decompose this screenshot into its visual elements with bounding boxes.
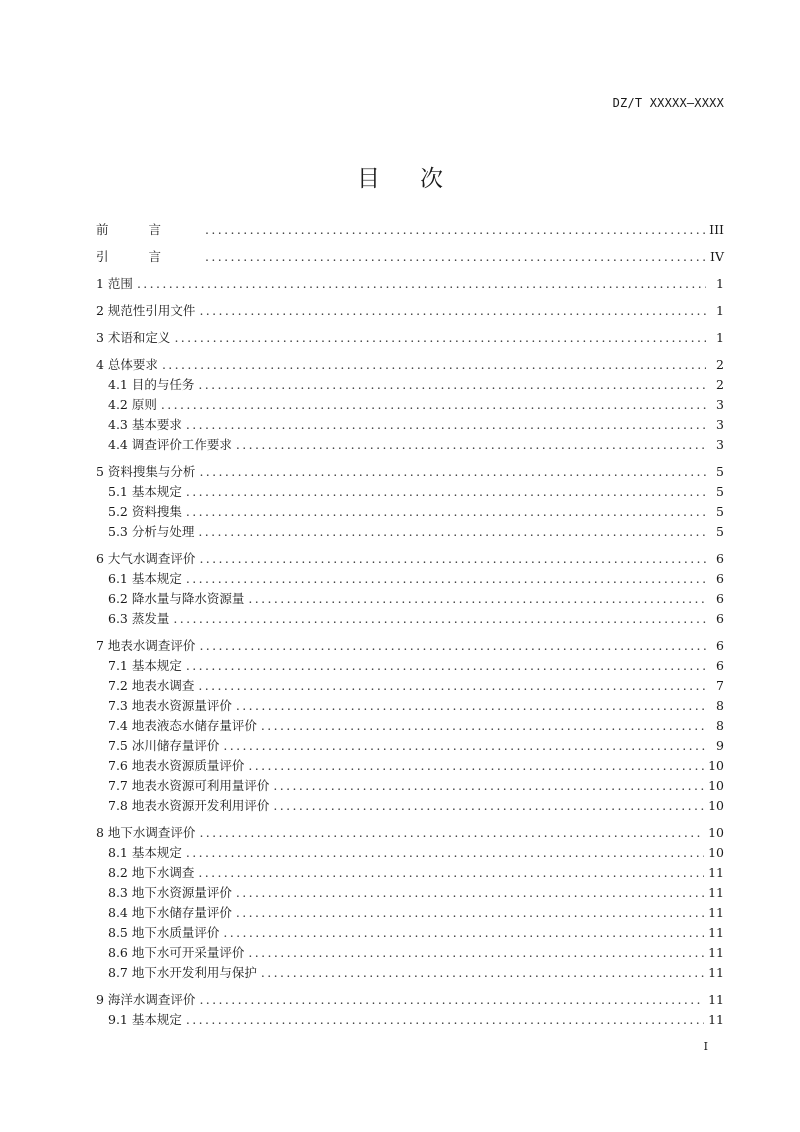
toc-dot-leader (223, 736, 706, 756)
toc-entry[interactable] (96, 274, 724, 294)
toc-dot-leader (174, 328, 706, 348)
toc-entry[interactable] (96, 395, 724, 415)
toc-entry[interactable] (96, 843, 724, 863)
toc-entry[interactable] (96, 990, 724, 1010)
toc-dot-leader (205, 247, 706, 267)
toc-entry[interactable] (96, 736, 724, 756)
toc-dot-leader (199, 549, 706, 569)
toc-entry[interactable] (96, 522, 724, 542)
toc-entry-label: 7.2 地表水调查 (108, 678, 195, 693)
toc-entry[interactable] (96, 609, 724, 629)
toc-entry-label: 8.3 地下水资源量评价 (108, 885, 232, 900)
toc-dot-leader (261, 963, 704, 983)
toc-entry-label: 3 术语和定义 (96, 330, 171, 345)
toc-entry-page: 2 (716, 377, 724, 392)
toc-dot-leader (162, 355, 706, 375)
toc-entry-label: 7.7 地表水资源可利用量评价 (108, 778, 270, 793)
toc-entry-page: 3 (716, 397, 724, 412)
toc-dot-leader (186, 1010, 704, 1030)
toc-dot-leader (186, 569, 706, 589)
toc-entry-label: 5.3 分析与处理 (108, 524, 195, 539)
toc-entry-label: 7.1 基本规定 (108, 658, 182, 673)
toc-entry-page: 7 (716, 678, 724, 693)
toc-dot-leader (273, 796, 704, 816)
toc-entry-page: 3 (716, 437, 724, 452)
toc-dot-leader (161, 395, 706, 415)
toc-entry-label: 7.5 冰川储存量评价 (108, 738, 220, 753)
toc-entry[interactable] (96, 963, 724, 983)
toc-entry-label: 8.1 基本规定 (108, 845, 182, 860)
toc-entry[interactable] (96, 502, 724, 522)
toc-dot-leader (236, 435, 706, 455)
toc-dot-leader (261, 716, 706, 736)
toc-dot-leader (236, 903, 704, 923)
toc-entry-page: 6 (716, 571, 724, 586)
toc-entry-page: 10 (708, 758, 724, 773)
toc-entry-label: 9.1 基本规定 (108, 1012, 182, 1027)
toc-dot-leader (173, 609, 706, 629)
toc-entry-label: 8 地下水调查评价 (96, 825, 196, 840)
toc-entry-label: 4.4 调查评价工作要求 (108, 437, 232, 452)
toc-entry-label: 7.8 地表水资源开发利用评价 (108, 798, 270, 813)
toc-entry-label: 5 资料搜集与分析 (96, 464, 196, 479)
toc-entry-label: 7.4 地表液态水储存量评价 (108, 718, 257, 733)
toc-entry-label: 4.1 目的与任务 (108, 377, 195, 392)
toc-entry[interactable] (96, 220, 724, 240)
toc-entry-page: 6 (716, 638, 724, 653)
toc-entry-page: 8 (716, 698, 724, 713)
toc-dot-leader (186, 843, 704, 863)
toc-entry-label: 8.6 地下水可开采量评价 (108, 945, 245, 960)
toc-entry[interactable] (96, 776, 724, 796)
toc-dot-leader (199, 823, 704, 843)
toc-dot-leader (248, 943, 704, 963)
toc-dot-leader (198, 375, 706, 395)
toc-entry[interactable] (96, 589, 724, 609)
toc-entry-label: 6.1 基本规定 (108, 571, 182, 586)
toc-entry[interactable] (96, 482, 724, 502)
toc-entry-page: 11 (708, 905, 724, 920)
toc-dot-leader (273, 776, 704, 796)
toc-entry-page: 11 (708, 885, 724, 900)
page-number: I (703, 1040, 708, 1053)
toc-entry[interactable] (96, 923, 724, 943)
toc-dot-leader (198, 522, 706, 542)
toc-entry[interactable] (96, 656, 724, 676)
toc-entry-page: III (709, 222, 724, 237)
toc-entry-label: 4 总体要求 (96, 357, 158, 372)
toc-entry[interactable] (96, 415, 724, 435)
toc-entry[interactable] (96, 636, 724, 656)
toc-entry[interactable] (96, 696, 724, 716)
toc-entry-page: 5 (716, 464, 724, 479)
toc-entry-label: 8.7 地下水开发利用与保护 (108, 965, 257, 980)
document-code: DZ/T XXXXX—XXXX (612, 96, 724, 110)
toc-entry[interactable] (96, 883, 724, 903)
toc-entry-label: 1 范围 (96, 276, 133, 291)
toc-entry-label: 8.2 地下水调查 (108, 865, 195, 880)
toc-entry-label: 5.2 资料搜集 (108, 504, 182, 519)
toc-entry-page: 3 (716, 417, 724, 432)
toc-entry-page: IV (710, 249, 724, 264)
toc-entry-label: 8.5 地下水质量评价 (108, 925, 220, 940)
toc-entry[interactable] (96, 756, 724, 776)
toc-entry[interactable] (96, 796, 724, 816)
toc-entry[interactable] (96, 569, 724, 589)
toc-entry[interactable] (96, 328, 724, 348)
toc-entry[interactable] (96, 462, 724, 482)
toc-entry-page: 2 (716, 357, 724, 372)
toc-entry-page: 1 (716, 330, 724, 345)
toc-entry[interactable] (96, 435, 724, 455)
toc-dot-leader (186, 656, 706, 676)
toc-entry-page: 10 (708, 798, 724, 813)
toc-entry-label: 6.3 蒸发量 (108, 611, 170, 626)
toc-entry[interactable] (96, 247, 724, 267)
toc-entry[interactable] (96, 863, 724, 883)
toc-entry[interactable] (96, 823, 724, 843)
toc-entry-page: 11 (708, 992, 724, 1007)
toc-entry-page: 5 (716, 484, 724, 499)
toc-dot-leader (198, 863, 704, 883)
toc-entry-label: 引言 (96, 249, 202, 264)
toc-entry-label: 6 大气水调查评价 (96, 551, 196, 566)
toc-dot-leader (223, 923, 704, 943)
toc-dot-leader (186, 415, 706, 435)
toc-entry-page: 11 (708, 925, 724, 940)
toc-entry[interactable] (96, 943, 724, 963)
toc-entry-label: 8.4 地下水储存量评价 (108, 905, 232, 920)
toc-dot-leader (186, 502, 706, 522)
toc-entry-label: 7.6 地表水资源质量评价 (108, 758, 245, 773)
toc-dot-leader (248, 756, 704, 776)
toc-entry-page: 1 (716, 276, 724, 291)
toc-entry[interactable] (96, 301, 724, 321)
toc-entry-page: 9 (716, 738, 724, 753)
toc-dot-leader (198, 676, 706, 696)
toc-entry-label: 4.2 原则 (108, 397, 157, 412)
toc-dot-leader (186, 482, 706, 502)
toc-entry[interactable] (96, 903, 724, 923)
toc-entry-page: 11 (708, 965, 724, 980)
toc-entry-page: 6 (716, 591, 724, 606)
toc-entry[interactable] (96, 716, 724, 736)
toc-entry-page: 1 (716, 303, 724, 318)
toc-entry[interactable] (96, 549, 724, 569)
toc-entry-page: 6 (716, 551, 724, 566)
toc-entry-label: 6.2 降水量与降水资源量 (108, 591, 245, 606)
toc-entry[interactable] (96, 1010, 724, 1030)
toc-dot-leader (137, 274, 706, 294)
toc-entry-page: 6 (716, 658, 724, 673)
toc-entry-label: 5.1 基本规定 (108, 484, 182, 499)
toc-entry[interactable] (96, 355, 724, 375)
page-title: 目次 (357, 166, 483, 192)
toc-entry-label: 2 规范性引用文件 (96, 303, 196, 318)
toc-entry-page: 10 (708, 778, 724, 793)
table-of-contents (96, 220, 724, 1030)
toc-entry-page: 11 (708, 1012, 724, 1027)
toc-entry-page: 11 (708, 865, 724, 880)
toc-entry-page: 8 (716, 718, 724, 733)
toc-dot-leader (236, 696, 706, 716)
toc-entry-page: 10 (708, 845, 724, 860)
toc-entry-label: 7 地表水调查评价 (96, 638, 196, 653)
toc-entry-label: 前言 (96, 222, 202, 237)
toc-entry[interactable] (96, 676, 724, 696)
toc-dot-leader (199, 990, 704, 1010)
toc-entry-page: 10 (708, 825, 724, 840)
toc-entry-label: 9 海洋水调查评价 (96, 992, 196, 1007)
toc-dot-leader (236, 883, 704, 903)
toc-entry[interactable] (96, 375, 724, 395)
toc-entry-page: 5 (716, 504, 724, 519)
toc-dot-leader (205, 220, 705, 240)
toc-dot-leader (248, 589, 706, 609)
toc-dot-leader (199, 462, 706, 482)
toc-entry-page: 5 (716, 524, 724, 539)
toc-dot-leader (199, 301, 706, 321)
toc-entry-label: 7.3 地表水资源量评价 (108, 698, 232, 713)
toc-entry-page: 11 (708, 945, 724, 960)
toc-dot-leader (199, 636, 706, 656)
toc-entry-page: 6 (716, 611, 724, 626)
toc-entry-label: 4.3 基本要求 (108, 417, 182, 432)
